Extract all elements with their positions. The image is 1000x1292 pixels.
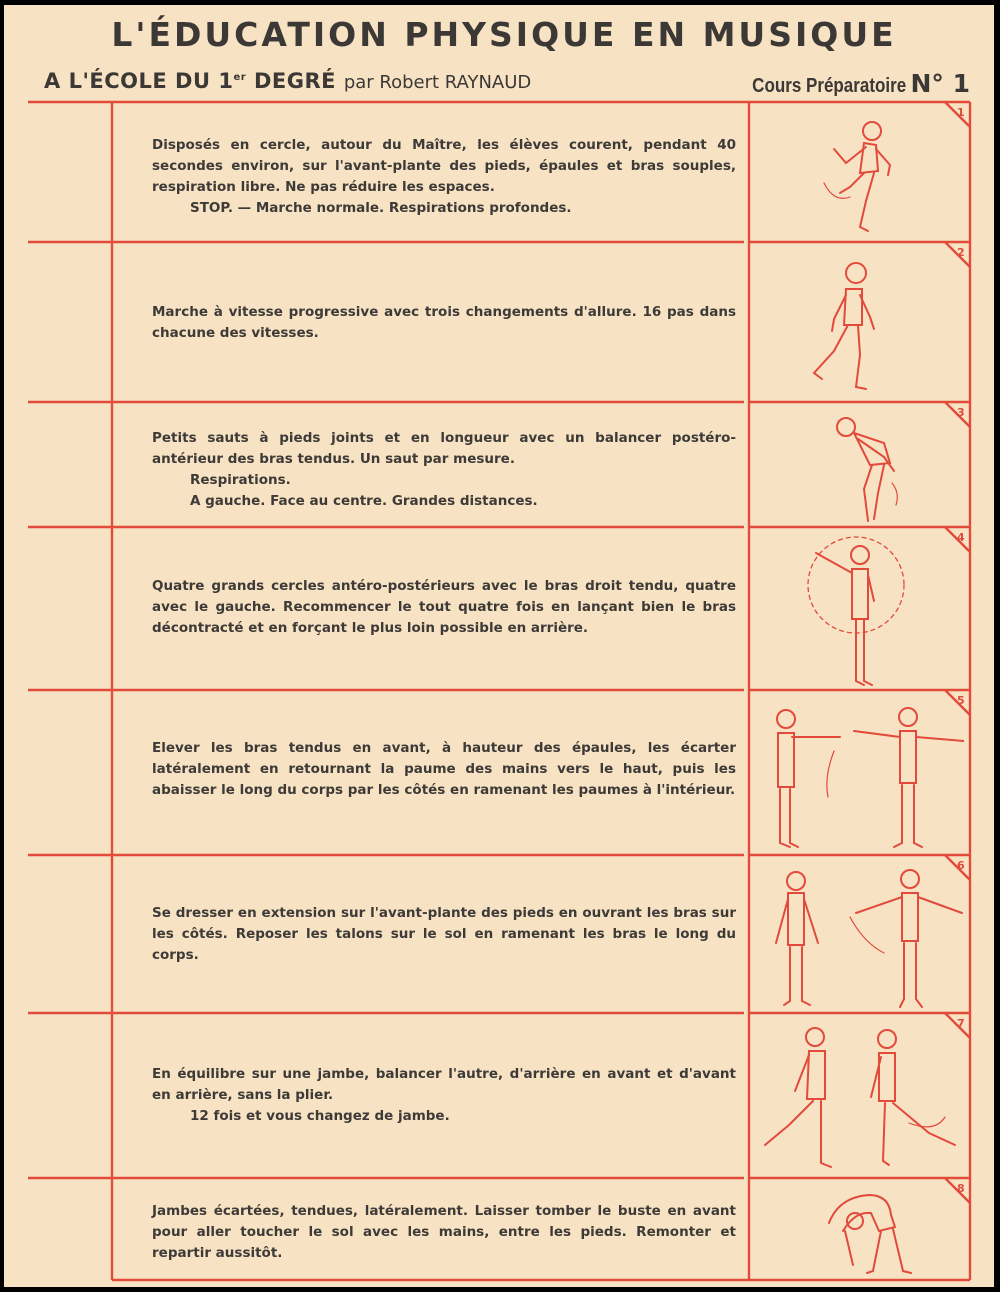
arms-raise-figure xyxy=(764,697,964,852)
panel-number-4: 4 xyxy=(957,531,965,544)
jumping-figure xyxy=(824,413,914,528)
worksheet-page xyxy=(4,5,994,1287)
sheet-number: N° 1 xyxy=(910,69,970,98)
running-figure xyxy=(794,113,914,238)
panel-number-8: 8 xyxy=(957,1182,965,1195)
author: par Robert RAYNAUD xyxy=(343,72,532,93)
panel-number-6: 6 xyxy=(957,859,965,872)
exercise-5-text: Elever les bras tendus en avant, à hauteur des épaules, les écarter latéralement en retournant la paume des mains vers le haut, puis les abaisser le long du corps par les côtés en ramenant les paumes à l'intérieur. xyxy=(152,740,736,798)
exercise-3-text: Petits sauts à pieds joints et en longueur avec un balancer postéro-antérieur des bras tendus. Un saut par mesure. Respirations. A gauche. Face au centre. Grandes distances. xyxy=(152,430,736,509)
exercise-1-text: Disposés en cercle, autour du Maître, les élèves courent, pendant 40 secondes environ, sur l'avant-plante des pieds, épaules et bras souples, respiration libre. Ne pas réduire les espaces. STOP. — Marche normale. Respirations profondes. xyxy=(152,137,736,216)
panel-number-2: 2 xyxy=(957,246,965,259)
exercise-4-text: Quatre grands cercles antéro-postérieurs avec le bras droit tendu, quatre avec le gauche. Recommencer le tout quatre fois en lançant bien le bras décontracté et en forçant le plus loin possible en arrière. xyxy=(152,578,736,636)
panel-number-5: 5 xyxy=(957,694,965,707)
panel-number-3: 3 xyxy=(957,406,965,419)
exercise-6-text: Se dresser en extension sur l'avant-plante des pieds en ouvrant les bras sur les côtés. Reposer les talons sur le sol en ramenant les bras le long du corps. xyxy=(152,905,736,963)
page-title: L'ÉDUCATION PHYSIQUE EN MUSIQUE xyxy=(111,15,897,54)
exercise-2-text: Marche à vitesse progressive avec trois changements d'allure. 16 pas dans chacune des vitesses. xyxy=(152,304,736,341)
exercise-8-text: Jambes écartées, tendues, latéralement. Laisser tomber le buste en avant pour aller toucher le sol avec les mains, entre les pieds. Remonter et repartir aussitôt. xyxy=(152,1203,736,1261)
exercise-7-text: En équilibre sur une jambe, balancer l'autre, d'arrière en avant et d'avant en arrière, sans la plier. 12 fois et vous changez de jambe. xyxy=(152,1066,736,1124)
forward-bend-figure xyxy=(819,1187,919,1277)
page-subtitle: A L'ÉCOLE DU 1er DEGRÉ par Robert RAYNAUD xyxy=(44,69,532,93)
tiptoe-figure xyxy=(764,863,969,1013)
panel-number-7: 7 xyxy=(957,1017,965,1030)
walking-figure xyxy=(804,255,894,395)
course-label: Cours Préparatoire N° 1 xyxy=(752,69,970,98)
leg-swing-figure xyxy=(759,1021,969,1176)
panel-number-1: 1 xyxy=(957,106,965,119)
arm-circle-figure xyxy=(804,535,914,690)
